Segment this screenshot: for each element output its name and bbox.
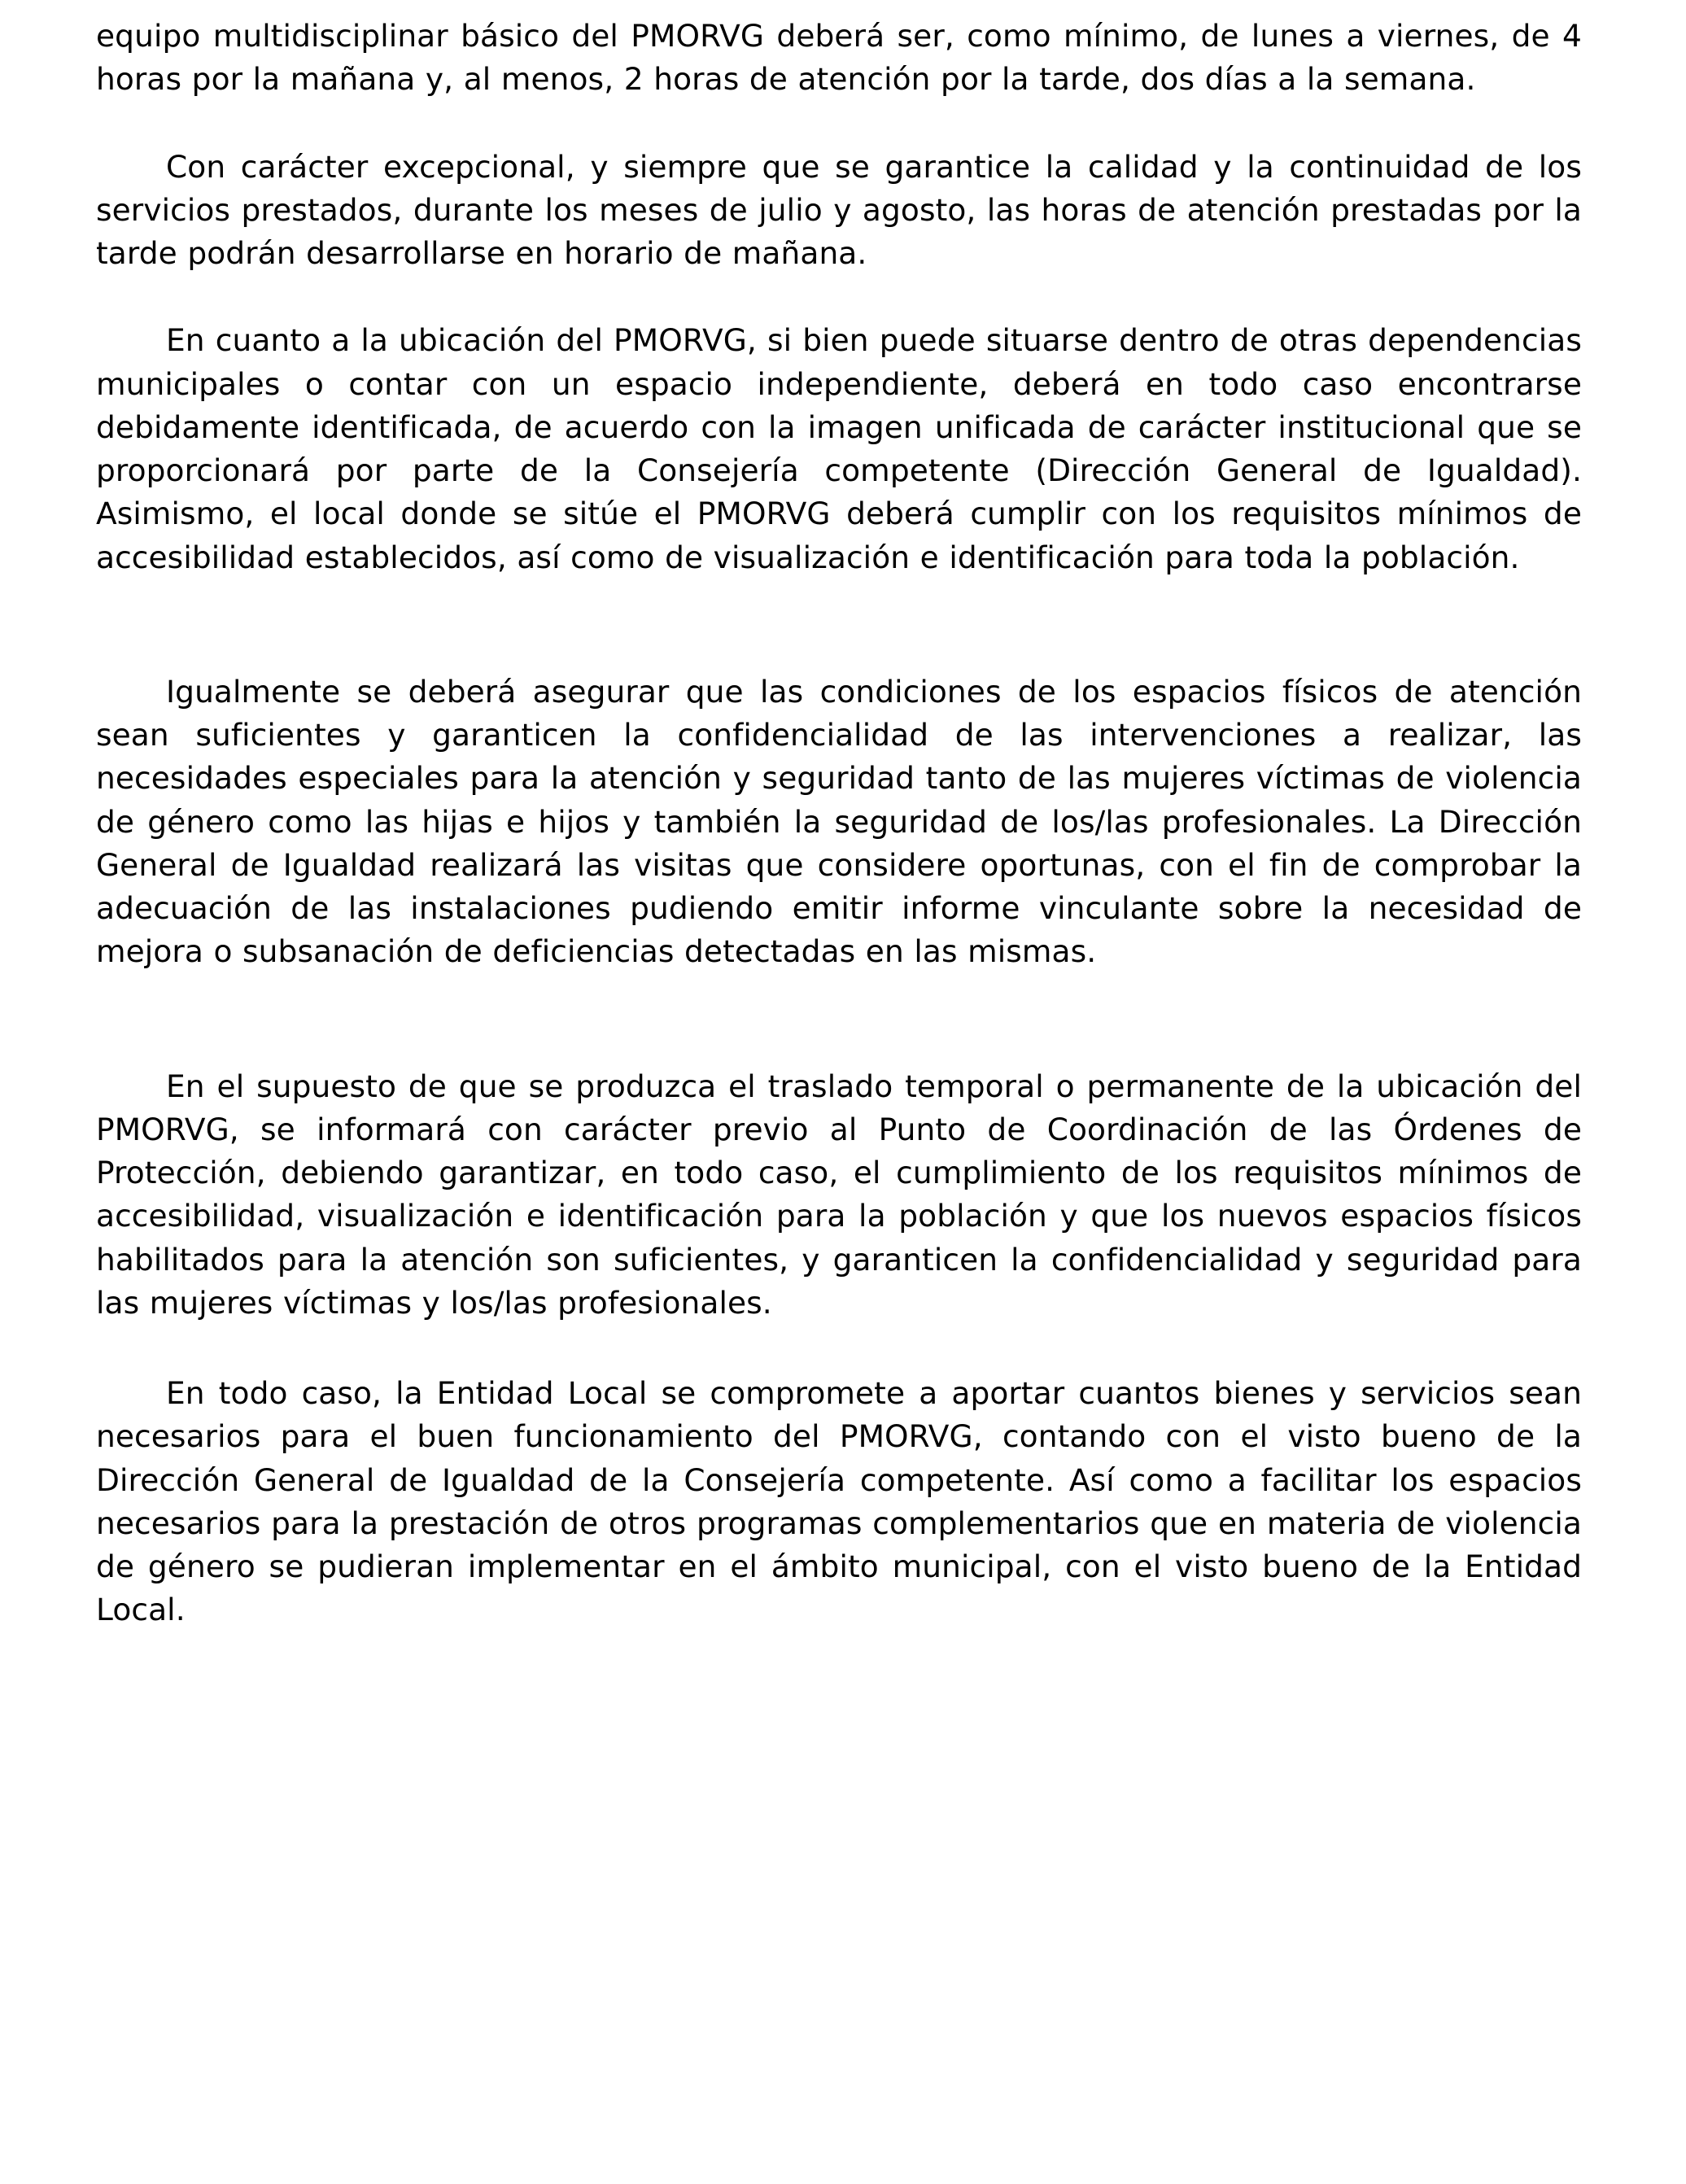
paragraph-traslado: En el supuesto de que se produzca el traslado temporal o permanente de la ubicación del PMORVG, se informará con carácter previo al Punto de Coordinación de las Órdenes de Protección, debiendo garantizar, en todo caso, el cumplimiento de los requisitos mínimos de accesibilidad, visualización e identificación para la población y que los nuevos espacios físicos habilitados para la atención son suficientes, y garanticen la confidencialidad y seguridad para las mujeres víctimas y los/las profesionales.: [96, 1068, 1582, 1321]
paragraph-condiciones: Igualmente se deberá asegurar que las condiciones de los espacios físicos de atención sean suficientes y garanticen la confidencialidad de las intervenciones a realizar, las necesidades especiales para la atención y seguridad tanto de las mujeres víctimas de violencia de género como las hijas e hijos y también la seguridad de los/las profesionales. La Dirección General de Igualdad realizará las visitas que considere oportunas, con el fin de comprobar la adecuación de las instalaciones pudiendo emitir informe vinculante sobre la necesidad de mejora o subsanación de deficiencias detectadas en las mismas.: [96, 673, 1582, 970]
paragraph-continuation: equipo multidisciplinar básico del PMORVG deberá ser, como mínimo, de lunes a viernes, de 4 horas por la mañana y, al menos, 2 horas de atención por la tarde, dos días a la semana.: [96, 18, 1582, 98]
paragraph-spacer: [96, 974, 1582, 1065]
paragraph-spacer: [96, 1325, 1582, 1372]
paragraph-spacer: [96, 579, 1582, 670]
paragraph-excepcional: Con carácter excepcional, y siempre que se garantice la calidad y la continuidad de los servicios prestados, durante los meses de julio y agosto, las horas de atención prestadas por la tarde podrán desarrollarse en horario de mañana.: [96, 148, 1582, 271]
document-body: [96, 15, 1582, 1632]
paragraph-ubicacion: En cuanto a la ubicación del PMORVG, si bien puede situarse dentro de otras dependencias municipales o contar con un espacio independiente, deberá en todo caso encontrarse debidamente identificada, de acuerdo con la imagen unificada de carácter institucional que se proporcionará por parte de la Consejería competente (Dirección General de Igualdad). Asimismo, el local donde se sitúe el PMORVG deberá cumplir con los requisitos mínimos de accesibilidad establecidos, así como de visualización e identificación para toda la población.: [96, 322, 1582, 575]
paragraph-spacer: [96, 102, 1582, 146]
paragraph-entidad-local: En todo caso, la Entidad Local se compromete a aportar cuantos bienes y servicios sean necesarios para el buen funcionamiento del PMORVG, contando con el visto bueno de la Dirección General de Igualdad de la Consejería competente. Así como a facilitar los espacios necesarios para la prestación de otros programas complementarios que en materia de violencia de género se pudieran implementar en el ámbito municipal, con el visto bueno de la Entidad Local.: [96, 1375, 1582, 1628]
paragraph-spacer: [96, 275, 1582, 319]
